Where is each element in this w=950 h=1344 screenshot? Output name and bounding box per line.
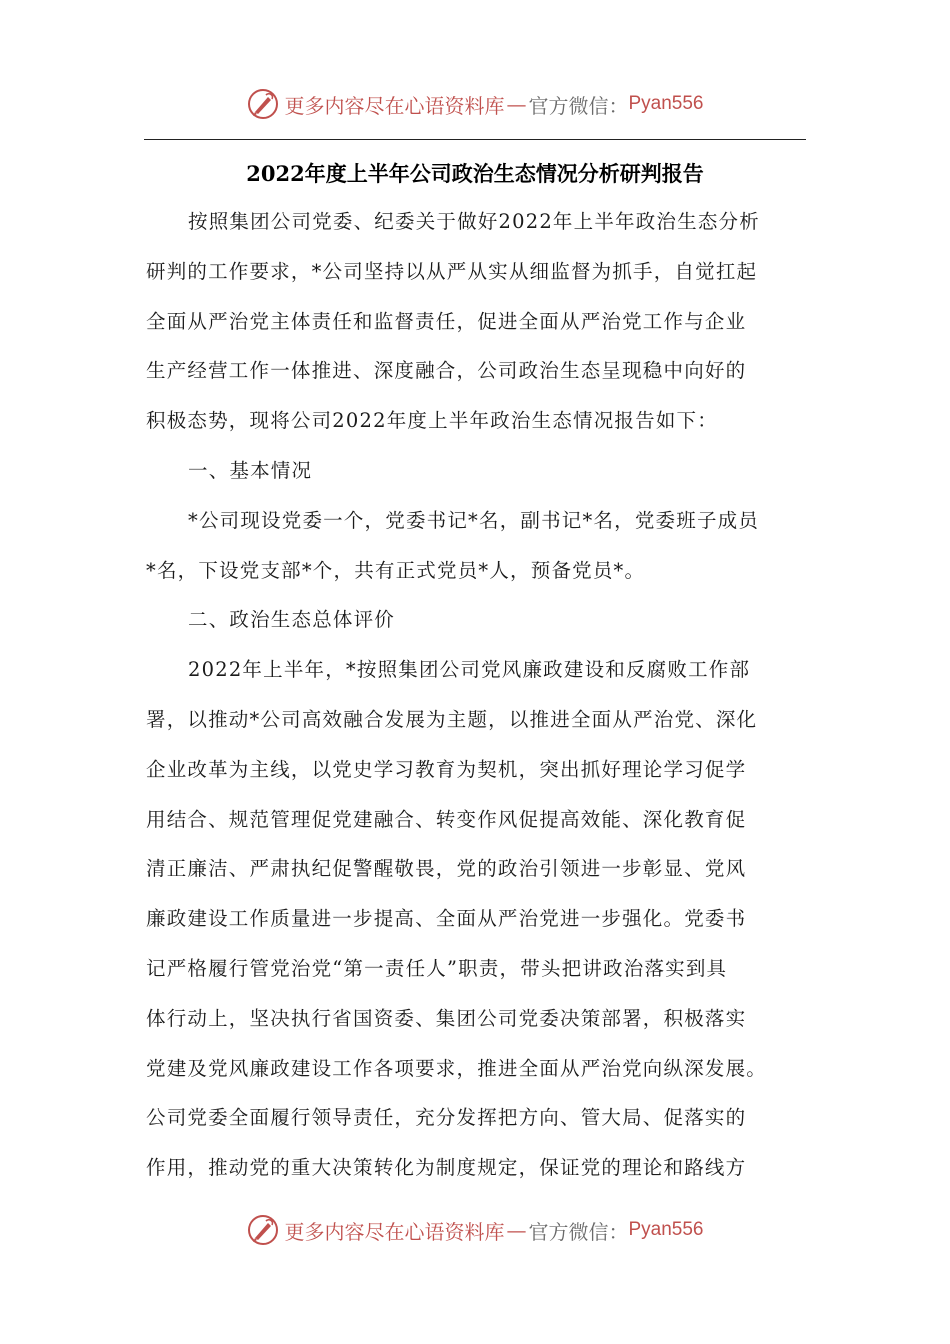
body-line: *名，下设党支部*个，共有正式党员*人，预备党员*。 xyxy=(146,558,646,582)
header-rule xyxy=(144,139,806,140)
footer-watermark xyxy=(0,1210,950,1250)
body-line: 企业改革为主线，以党史学习教育为契机，突出抓好理论学习促学 xyxy=(146,757,747,781)
pen-nib-circle-icon xyxy=(246,87,280,121)
body-line: 按照集团公司党委、纪委关于做好2022年上半年政治生态分析 xyxy=(188,210,760,233)
body-line: 廉政建设工作质量进一步提高、全面从严治党进一步强化。党委书 xyxy=(146,907,747,931)
body-line: 全面从严治党主体责任和监督责任，促进全面从严治党工作与企业 xyxy=(146,309,747,333)
body-line: 用结合、规范管理促党建融合、转变作风促提高效能、深化教育促 xyxy=(146,807,747,831)
watermark-separator: — xyxy=(506,1218,527,1242)
body-line: 公司党委全面履行领导责任，充分发挥把方向、管大局、促落实的 xyxy=(146,1106,747,1130)
watermark-separator: — xyxy=(506,92,527,116)
body-line: 生产经营工作一体推进、深度融合，公司政治生态呈现稳中向好的 xyxy=(146,359,747,383)
body-line: 研判的工作要求，*公司坚持以从严从实从细监督为抓手，自觉扛起 xyxy=(146,259,758,283)
body-line: *公司现设党委一个，党委书记*名，副书记*名，党委班子成员 xyxy=(188,508,760,532)
body-line: 清正廉洁、严肃执纪促警醒敬畏，党的政治引领进一步彰显、党风 xyxy=(146,857,747,881)
watermark-official-label: 官方微信： xyxy=(528,1219,629,1244)
body-line: 体行动上，坚决执行省国资委、集团公司党委决策部署，积极落实 xyxy=(146,1006,747,1030)
header-watermark xyxy=(0,84,950,124)
section-heading: 一、基本情况 xyxy=(188,458,313,482)
watermark-site-text: 更多内容尽在心语资料库 xyxy=(284,93,505,118)
watermark-wechat-id: Pyan556 xyxy=(628,1219,704,1240)
watermark-official-label: 官方微信： xyxy=(528,93,629,118)
watermark-wechat-id: Pyan556 xyxy=(628,93,704,114)
body-line: 署，以推动*公司高效融合发展为主题，以推进全面从严治党、深化 xyxy=(146,707,758,731)
pen-nib-circle-icon xyxy=(246,1213,280,1247)
section-heading: 二、政治生态总体评价 xyxy=(188,608,396,632)
body-line: 记严格履行管党治党“第一责任人”职责，带头把讲政治落实到具 xyxy=(146,956,728,980)
document-body xyxy=(146,197,808,1193)
watermark-site-text: 更多内容尽在心语资料库 xyxy=(284,1219,505,1244)
body-line: 党建及党风廉政建设工作各项要求，推进全面从严治党向纵深发展。 xyxy=(146,1056,768,1080)
document-title: 2022年度上半年公司政治生态情况分析研判报告 xyxy=(246,161,704,186)
body-line: 作用，推动党的重大决策转化为制度规定，保证党的理论和路线方 xyxy=(146,1156,747,1180)
body-line: 积极态势，现将公司2022年度上半年政治生态情况报告如下： xyxy=(146,409,718,433)
body-line: 2022年上半年，*按照集团公司党风廉政建设和反腐败工作部 xyxy=(188,658,751,682)
